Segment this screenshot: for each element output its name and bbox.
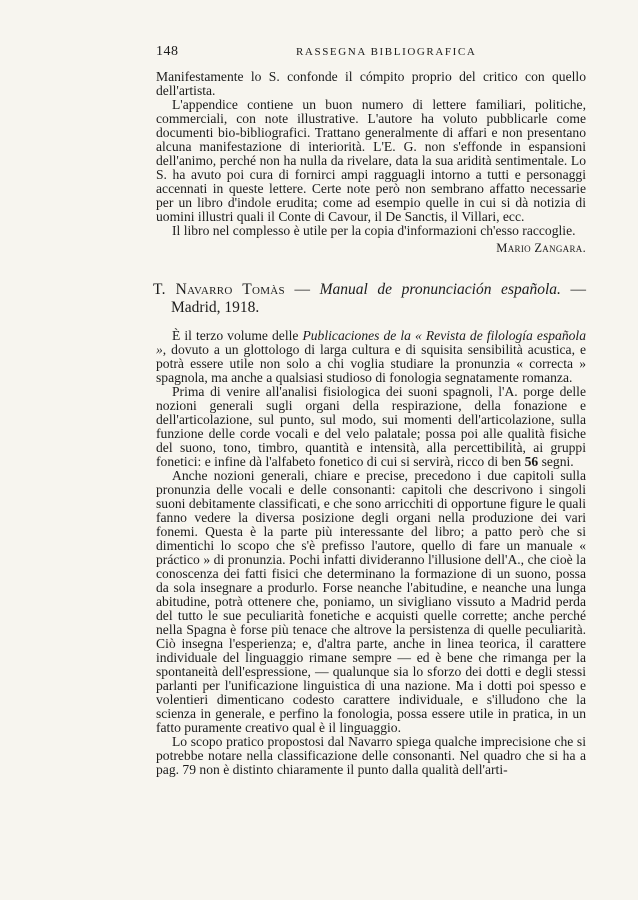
review1-signature: Mario Zangara. [496, 241, 586, 255]
review2-place-date: — Madrid, 1918. [171, 281, 586, 316]
review2-p2-text-cont: segni. [538, 454, 574, 469]
page-body [153, 69, 586, 777]
review1-paragraph-1: Manifestamente lo S. confonde il cómpito proprio del critico con quello dell'artista. [156, 69, 586, 98]
review2-p1-text-cont: , dovuto a un glottologo di larga cultura e di squisita sensibilità acustica, e potrà essere utile non solo a chi voglia studiare la pronunzia « correcta » spagnola, ma anche a qualsiasi studioso di fonologia segnatamente romanza. [156, 342, 586, 385]
review2-dash: — [284, 281, 320, 298]
review1-paragraph-2: L'appendice contiene un buon numero di lettere familiari, politiche, commerciali, con note illustrative. L'autore ha voluto pubblicarle come documenti bio-bibliografici. Trattano generalmente di affari e non presentano alcuna manifestazione di interiorità. L'E. G. non s'effonde in espansioni dell'animo, perché non ha nulla da rivelare, data la sua aridità sentimentale. Lo S. ha avuto poi cura di fornirci ampi ragguagli intorno a tutti e personaggi accennati in queste lettere. Certe note però non sembrano affatto necessarie per un libro d'indole erudita; come ad esempio quelle in cui si dà notizia di uomini illustri quali il Conte di Cavour, il De Sanctis, il Villari, ecc. [156, 97, 586, 224]
review2-paragraph-1 [156, 329, 586, 385]
review2-series-title: Publicaciones de la « Revista de filología española » [156, 328, 586, 357]
review2-heading [153, 281, 586, 317]
review2-paragraph-2 [156, 385, 586, 469]
review2-title: Manual de pronunciación española. [319, 281, 561, 298]
review2-p2-text: Prima di venire all'analisi fisiologica dei suoni spagnoli, l'A. porge delle nozioni generali sugli organi della respirazione, della fonazione e dell'articolazione, sul punto, sul modo, sui momenti dell'articolazione, sulla funzione delle corde vocali e del velo palatale; possa poi alle qualità fisiche del suono, tono, timbro, quantità e intensità, alla percettibilità, ai gruppi fonetici: e infine dà l'alfabeto fonetico di cui si servirà, ricco di ben [156, 384, 586, 469]
page-number: 148 [156, 44, 179, 59]
review2-author: T. Navarro Tomàs [153, 281, 285, 298]
running-head: RASSEGNA BIBLIOGRAFICA [296, 46, 477, 58]
review2-p1-text: È il terzo volume delle [172, 328, 303, 343]
review2-paragraph-3: Anche nozioni generali, chiare e precise, precedono i due capitoli sulla pronunzia delle vocali e delle consonanti: capitoli che descrivono i singoli suoni debitamente classificati, e che sono arricchiti di opportune figure le quali fanno vedere la diversa posizione degli organi nella produzione dei vari fonemi. Questa è la parte più interessante del libro; a patto però che si dimentichi lo scopo che s'è prefisso l'autore, quello di fare un manuale « práctico » di pronunzia. Pochi infatti divideranno l'illusione dell'A., che cioè la conoscenza dei fatti fisici che determinano la formazione di un suono, possa da sola insegnare a produrlo. Forse neanche l'abitudine, e neanche una lunga abitudine, potrà ottenere che, poniamo, un sivigliano vissuto a Madrid perda del tutto le sue peculiarità fonetiche e acquisti quelle corrette; anche perché nella Spagna è forse più tenace che altrove la persistenza di quelle peculiarità. Ciò insegna l'esperienza; e, d'altra parte, anche in linea teorica, il carattere individuale del linguaggio rimane sempre — ed è bene che rimanga per la spontaneità dell'espressione, — qualunque sia lo sforzo dei dotti e degli stessi parlanti per l'unificazione linguistica di una nazione. Ma i dotti poi spesso e volentieri dimenticano codesto carattere individuale, e s'illudono che la scienza in generale, e perfino la fonologia, possa essere utile in pratica, in un fatto puramente creativo qual è il linguaggio. [156, 468, 586, 735]
review1-paragraph-3: Il libro nel complesso è utile per la copia d'informazioni ch'esso raccoglie. [172, 223, 576, 238]
page-header [156, 44, 586, 70]
review2-sign-count: 56 [524, 454, 539, 469]
review2-paragraph-4: Lo scopo pratico propostosi dal Navarro spiega qualche imprecisione che si potrebbe notare nella classificazione delle consonanti. Nel quadro che si ha a pag. 79 non è distinto chiaramente il punto dalla qualità dell'arti- [156, 734, 586, 777]
